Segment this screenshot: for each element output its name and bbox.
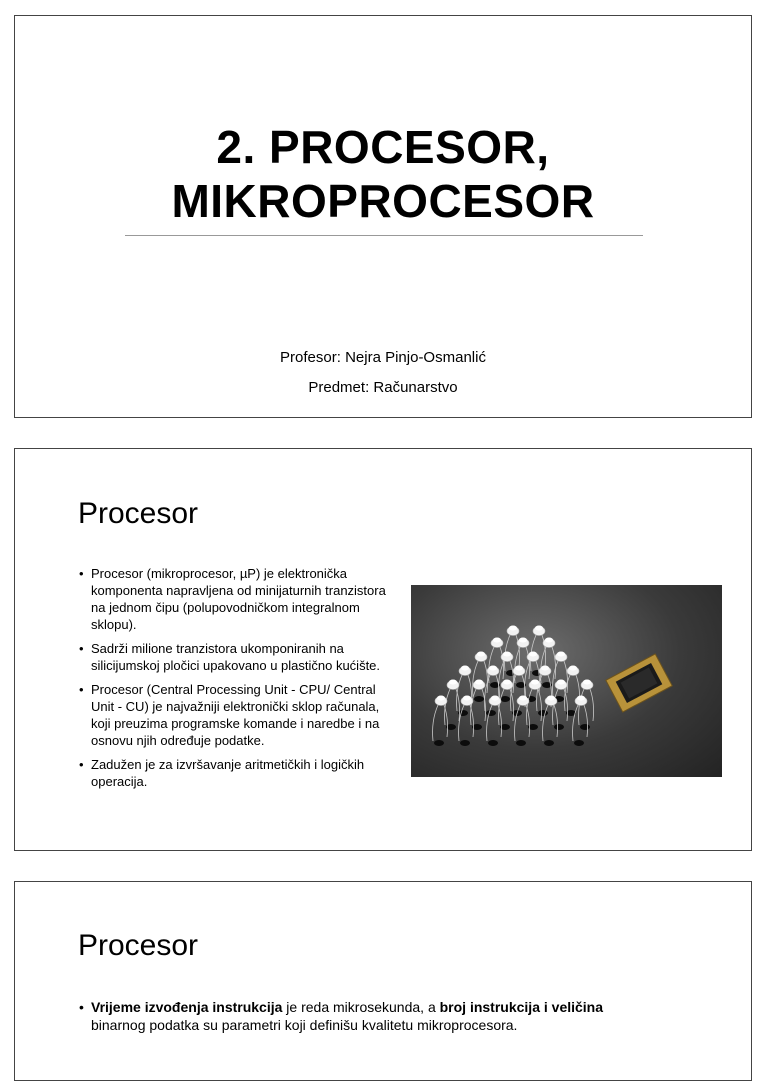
transistor bbox=[487, 696, 502, 747]
title-slide bbox=[14, 15, 752, 418]
title-divider bbox=[125, 235, 643, 236]
bullet-dot: • bbox=[79, 682, 84, 697]
transistor bbox=[459, 696, 474, 747]
bullet-text-line2: binarnog podatka su parametri koji definišu kvalitetu mikroprocesora. bbox=[91, 1017, 518, 1033]
title-line-1: 2. PROCESOR, bbox=[216, 121, 550, 173]
procesor-slide-2 bbox=[14, 881, 752, 1081]
procesor-slide-1 bbox=[14, 448, 752, 851]
bold-phrase: broj instrukcija i veličina bbox=[439, 999, 604, 1015]
bullet-dot: • bbox=[79, 757, 84, 772]
professor-label: Profesor: Nejra Pinjo-Osmanlić bbox=[280, 349, 486, 366]
slide-heading: Procesor bbox=[78, 497, 199, 530]
bullet-list bbox=[79, 998, 739, 1034]
transistor bbox=[527, 680, 542, 731]
subject-label: Predmet: Računarstvo bbox=[308, 379, 458, 396]
bullet-list bbox=[79, 565, 397, 797]
list-item bbox=[79, 640, 397, 674]
transistors-and-chip-photo bbox=[411, 585, 722, 777]
transistor bbox=[457, 666, 472, 717]
bullet-text: Sadrži milione tranzistora ukomponiranih na silicijumskoj pločici upakovano u plastično kućište. bbox=[91, 641, 381, 673]
transistor bbox=[445, 680, 460, 731]
title-line-2: MIKROPROCESOR bbox=[171, 175, 595, 227]
list-item bbox=[79, 681, 397, 749]
bullet-text: Procesor (mikroprocesor, µP) je elektronička komponenta napravljena od minijaturnih tranzistora na jednom čipu (polupovodničkom integralnom sklopu). bbox=[91, 566, 386, 632]
transistor bbox=[515, 638, 530, 689]
bullet-dot: • bbox=[79, 641, 84, 656]
list-item bbox=[79, 756, 397, 790]
transistor bbox=[433, 696, 448, 747]
list-item bbox=[79, 998, 739, 1034]
bullet-dot: • bbox=[79, 999, 84, 1015]
bullet-text: Procesor (Central Processing Unit - CPU/ Central Unit - CU) je najvažniji elektronički sklop računala, koji preuzima programske komande i naredbe i na osnovu njih određuje podatke. bbox=[91, 682, 380, 748]
slide-heading: Procesor bbox=[78, 929, 199, 962]
transistor bbox=[489, 638, 504, 689]
bullet-dot: • bbox=[79, 566, 84, 581]
bullet-text: Zadužen je za izvršavanje aritmetičkih i logičkih operacija. bbox=[91, 757, 365, 789]
transistor bbox=[543, 696, 558, 747]
transistor bbox=[499, 680, 514, 731]
cpu-chip-graphic bbox=[606, 654, 672, 712]
presentation-title bbox=[15, 120, 751, 228]
transistor-grid bbox=[433, 626, 594, 747]
bullet-text: je reda mikrosekunda, a bbox=[282, 999, 440, 1015]
bold-phrase: Vrijeme izvođenja instrukcija bbox=[91, 999, 283, 1015]
transistor bbox=[573, 696, 588, 747]
transistor bbox=[515, 696, 530, 747]
list-item bbox=[79, 565, 397, 633]
